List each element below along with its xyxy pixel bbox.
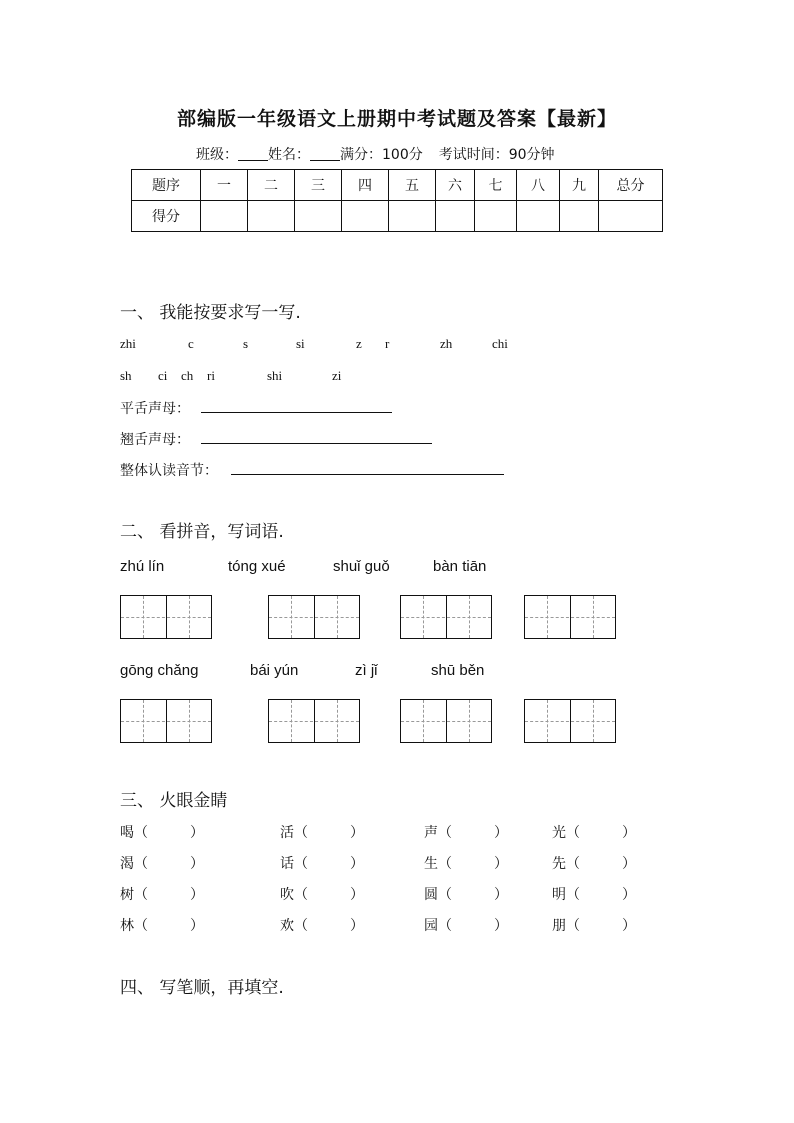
- class-label: 班级：: [196, 147, 238, 163]
- header-cell: 题序: [132, 170, 201, 201]
- header-cell: 一: [201, 170, 248, 201]
- pinyin-item: s: [243, 336, 249, 351]
- whole-syllable-label: 整体认读音节：: [120, 463, 218, 479]
- section1-heading: 一、 我能按要求写一写.: [120, 303, 301, 323]
- fill-blank-item[interactable]: 欢（ ）: [280, 918, 364, 934]
- pinyin-word: zì jǐ: [355, 662, 378, 679]
- writing-grid[interactable]: [524, 595, 616, 639]
- score-cell[interactable]: [295, 201, 342, 232]
- pinyin-word: zhú lín: [120, 558, 165, 575]
- curled-tongue-label: 翘舌声母：: [120, 432, 190, 448]
- pinyin-word: shū běn: [431, 662, 485, 679]
- score-cell[interactable]: [599, 201, 663, 232]
- score-table: [131, 169, 663, 232]
- pinyin-item: chi: [492, 336, 508, 351]
- class-blank[interactable]: [238, 146, 268, 161]
- pinyin-item: ch: [181, 368, 194, 383]
- header-cell: 七: [475, 170, 517, 201]
- fill-blank-item[interactable]: 先（ ）: [552, 856, 636, 872]
- fill-blank-item[interactable]: 树（ ）: [120, 887, 204, 903]
- score-cell[interactable]: [389, 201, 436, 232]
- score-cell[interactable]: [248, 201, 295, 232]
- header-cell: 五: [389, 170, 436, 201]
- fill-blank-item[interactable]: 林（ ）: [120, 918, 204, 934]
- pinyin-item: zhi: [120, 336, 136, 351]
- flat-tongue-answer-line[interactable]: [201, 412, 392, 413]
- section3-heading: 三、 火眼金睛: [120, 791, 228, 811]
- fill-blank-item[interactable]: 吹（ ）: [280, 887, 364, 903]
- pinyin-word: gōng chǎng: [120, 662, 199, 679]
- writing-grid[interactable]: [120, 699, 212, 743]
- full-score-text: 满分：100分: [340, 147, 423, 163]
- pinyin-item: z: [356, 336, 362, 351]
- section2-heading: 二、 看拼音，写词语.: [120, 522, 284, 542]
- writing-grid[interactable]: [400, 595, 492, 639]
- score-cell[interactable]: [560, 201, 599, 232]
- score-cell[interactable]: [436, 201, 475, 232]
- fill-blank-item[interactable]: 生（ ）: [424, 856, 508, 872]
- exam-info: [196, 144, 555, 164]
- score-cell[interactable]: [475, 201, 517, 232]
- writing-grid[interactable]: [524, 699, 616, 743]
- header-cell: 九: [560, 170, 599, 201]
- curled-tongue-answer-line[interactable]: [201, 443, 432, 444]
- writing-grid[interactable]: [120, 595, 212, 639]
- pinyin-item: si: [296, 336, 305, 351]
- pinyin-item: zh: [440, 336, 453, 351]
- pinyin-word: bàn tiān: [433, 558, 487, 575]
- score-cell[interactable]: [517, 201, 560, 232]
- pinyin-word: bái yún: [250, 662, 299, 679]
- fill-blank-item[interactable]: 明（ ）: [552, 887, 636, 903]
- header-cell: 六: [436, 170, 475, 201]
- fill-blank-item[interactable]: 声（ ）: [424, 825, 508, 841]
- pinyin-item: sh: [120, 368, 132, 383]
- fill-blank-item[interactable]: 话（ ）: [280, 856, 364, 872]
- score-table-header-row: [132, 170, 663, 201]
- whole-syllable-answer-line[interactable]: [231, 474, 504, 475]
- name-label: 姓名：: [268, 147, 310, 163]
- pinyin-item: r: [385, 336, 390, 351]
- pinyin-item: zi: [332, 368, 342, 383]
- header-cell: 四: [342, 170, 389, 201]
- pinyin-item: ci: [158, 368, 168, 383]
- fill-blank-item[interactable]: 光（ ）: [552, 825, 636, 841]
- section4-heading: 四、 写笔顺，再填空.: [120, 978, 284, 998]
- fill-blank-item[interactable]: 园（ ）: [424, 918, 508, 934]
- pinyin-item: c: [188, 336, 194, 351]
- header-cell: 三: [295, 170, 342, 201]
- pinyin-word: shuǐ guǒ: [333, 558, 390, 575]
- name-blank[interactable]: [310, 146, 340, 161]
- fill-blank-item[interactable]: 朋（ ）: [552, 918, 636, 934]
- header-cell: 总分: [599, 170, 663, 201]
- flat-tongue-label: 平舌声母：: [120, 401, 190, 417]
- fill-blank-item[interactable]: 喝（ ）: [120, 825, 204, 841]
- pinyin-word: tóng xué: [228, 558, 286, 575]
- pinyin-item: ri: [207, 368, 215, 383]
- pinyin-item: shi: [267, 368, 283, 383]
- writing-grid[interactable]: [400, 699, 492, 743]
- score-table-score-row: [132, 201, 663, 232]
- header-cell: 二: [248, 170, 295, 201]
- document-title: 部编版一年级语文上册期中考试题及答案【最新】: [176, 108, 617, 130]
- row-label: 得分: [132, 201, 201, 232]
- writing-grid[interactable]: [268, 595, 360, 639]
- header-cell: 八: [517, 170, 560, 201]
- fill-blank-item[interactable]: 渴（ ）: [120, 856, 204, 872]
- score-cell[interactable]: [201, 201, 248, 232]
- score-cell[interactable]: [342, 201, 389, 232]
- writing-grid[interactable]: [268, 699, 360, 743]
- fill-blank-item[interactable]: 圆（ ）: [424, 887, 508, 903]
- fill-blank-item[interactable]: 活（ ）: [280, 825, 364, 841]
- exam-time-text: 考试时间：90分钟: [438, 147, 555, 163]
